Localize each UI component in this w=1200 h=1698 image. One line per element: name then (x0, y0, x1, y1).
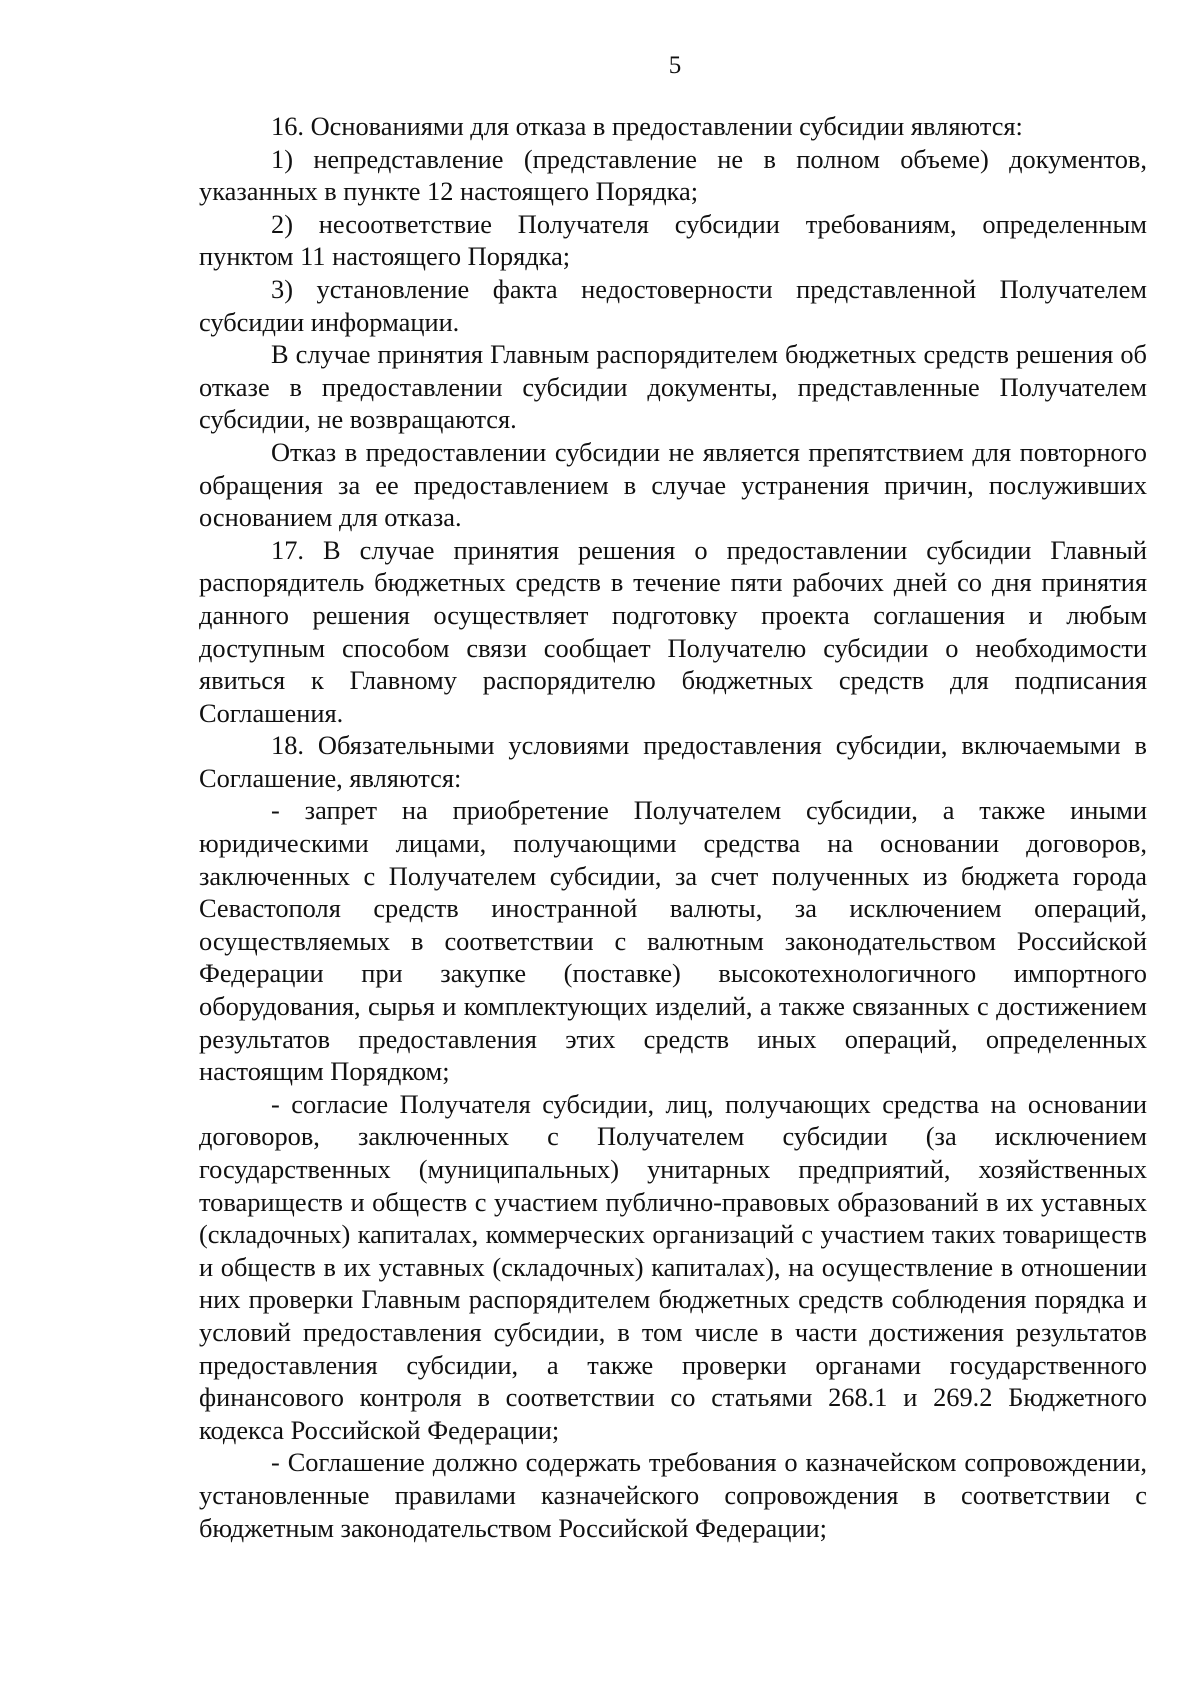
paragraph-18-currency-prohibition: - запрет на приобретение Получателем субсидии, а также иными юридическими лицами, получающими средства на основании договоров, заключенных с Получателем субсидии, за счет полученных из бюджета города Севастополя средств иностранной валюты, за исключением операций, осуществляемых в соответствии с валютным законодательством Российской Федерации при закупке (поставке) высокотехнологичного импортного оборудования, сырья и комплектующих изделий, а также связанных с достижением результатов предоставления этих средств иных операций, определенных настоящим Порядком; (199, 795, 1147, 1087)
paragraph-16-heading: 16. Основаниями для отказа в предоставлении субсидии являются: (271, 111, 1023, 141)
paragraph-16-item-1: 1) непредставление (представление не в полном объеме) документов, указанных в пункте 12 настоящего Порядка; (199, 143, 1147, 207)
paragraph-16-item-3: 3) установление факта недостоверности представленной Получателем субсидии информации. (199, 273, 1147, 337)
page-number: 5 (668, 52, 682, 79)
paragraph-18-inspection-consent: - согласие Получателя субсидии, лиц, получающих средства на основании договоров, заключенных с Получателем субсидии (за исключением государственных (муниципальных) унитарных предприятий, хозяйственных товариществ и обществ с участием публично-правовых образований в их уставных (складочных) капиталах, коммерческих организаций с участием таких товариществ и обществ в их уставных (складочных) капиталах), на осуществление в отношении них проверки Главным распорядителем бюджетных средств соблюдения порядка и условий предоставления субсидии, в том числе в части достижения результатов предоставления субсидии, а также проверки органами государственного финансового контроля в соответствии со статьями 268.1 и 269.2 Бюджетного кодекса Российской Федерации; (199, 1088, 1147, 1445)
paragraph-16-refusal-not-obstacle: Отказ в предоставлении субсидии не является препятствием для повторного обращения за ее предоставлением в случае устранения причин, послуживших основанием для отказа. (199, 436, 1147, 533)
paragraph-16-item-2: 2) несоответствие Получателя субсидии требованиям, определенным пунктом 11 настоящего Порядка; (199, 208, 1147, 272)
paragraph-18-treasury-support: - Соглашение должно содержать требования о казначейском сопровождении, установленные правилами казначейского сопровождения в соответствии с бюджетным законодательством Российской Федерации; (199, 1447, 1147, 1543)
paragraph-16-documents-not-returned: В случае принятия Главным распорядителем бюджетных средств решения об отказе в предоставлении субсидии документы, представленные Получателем субсидии, не возвращаются. (199, 339, 1147, 435)
paragraph-18-heading: 18. Обязательными условиями предоставления субсидии, включаемыми в Соглашение, являются: (199, 730, 1147, 793)
paragraph-17: 17. В случае принятия решения о предоставлении субсидии Главный распорядитель бюджетных средств в течение пяти рабочих дней со дня принятия данного решения осуществляет подготовку проекта соглашения и любым доступным способом связи сообщает Получателю субсидии о необходимости явиться к Главному распорядителю бюджетных средств для подписания Соглашения. (199, 534, 1147, 728)
document-body (199, 110, 1147, 1544)
